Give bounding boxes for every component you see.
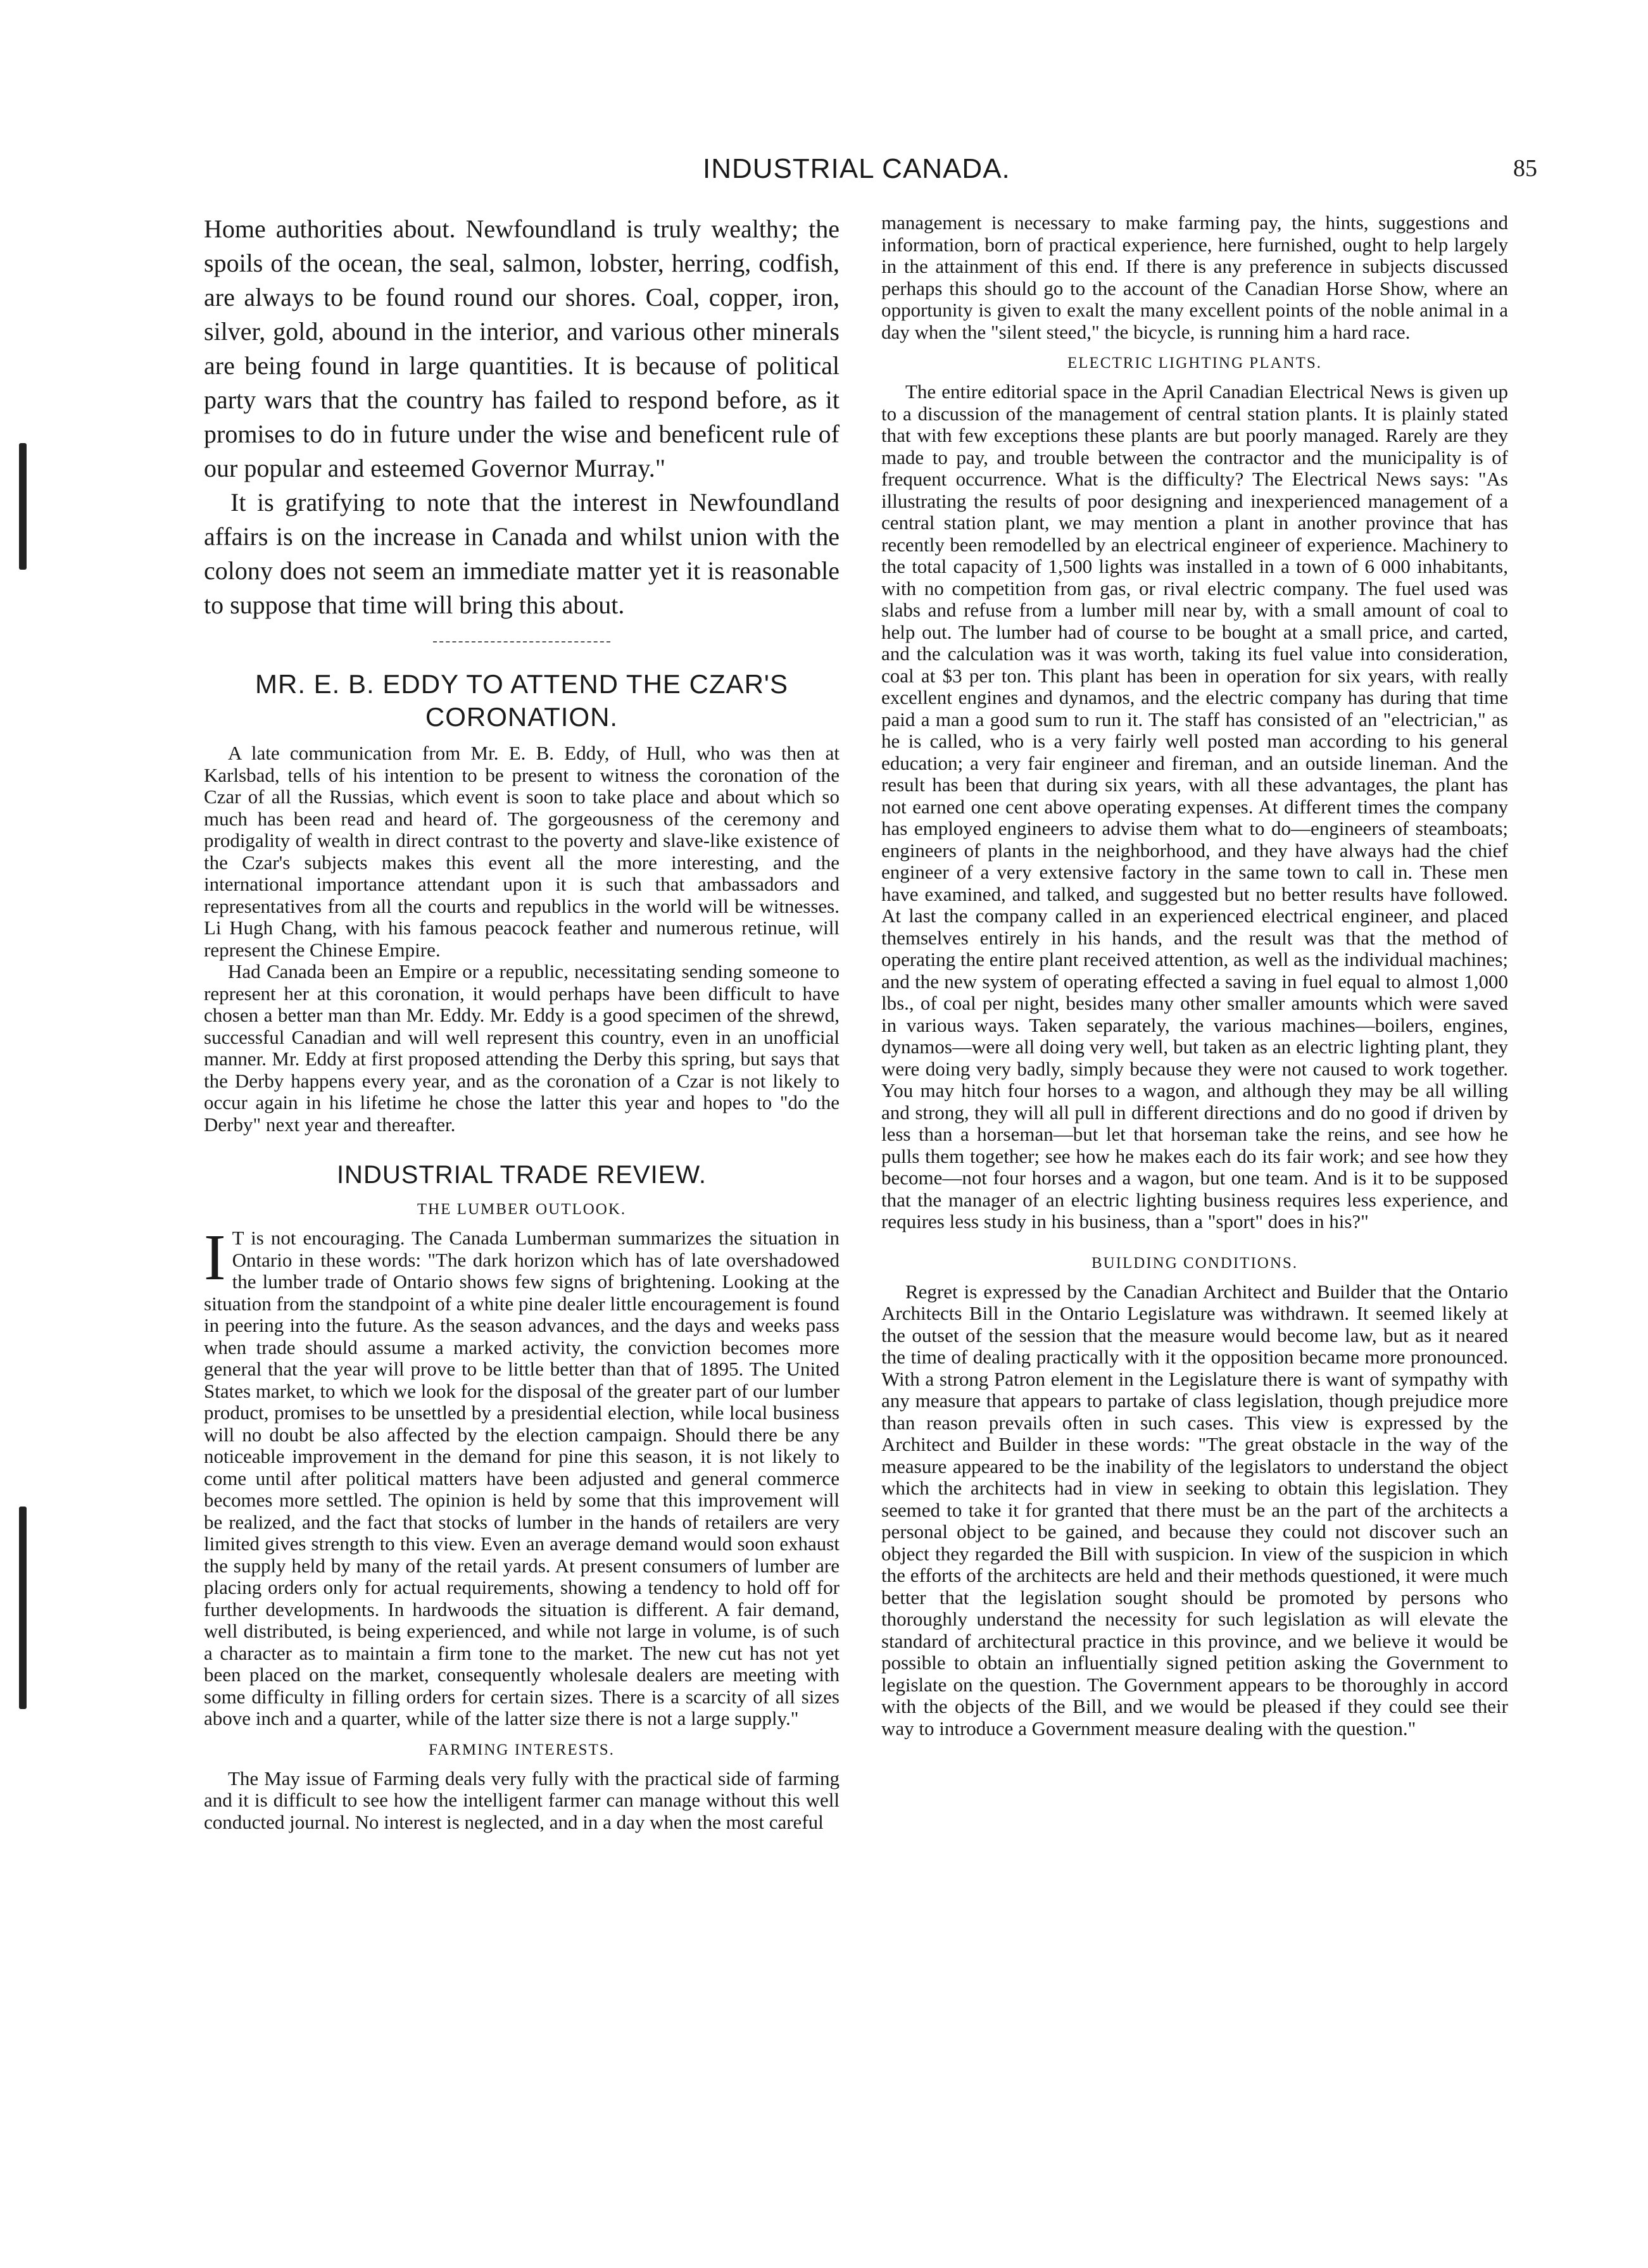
- binding-mark: [19, 1507, 27, 1709]
- paragraph: management is necessary to make farming pay, the hints, suggestions and information, born of practical experience, here furnished, ought to help largely in the attainment of this end. If there is any preference in subjects discussed perhaps this should go to the account of the Canadian Horse Show, where an opportunity is given to exalt the many excellent points of the noble animal in a day when the "silent steed," the bicycle, is running him a hard race.: [881, 211, 1508, 343]
- left-column: [204, 212, 840, 1833]
- binding-mark: [19, 443, 27, 570]
- paragraph: The entire editorial space in the April Canadian Electrical News is given up to a discussion of the management of central station plants. It is plainly stated that with few exceptions these plants are but poorly managed. Rarely are they made to pay, and trouble between the contractor and the municipality is of frequent occurrence. What is the difficulty? The Electrical News says: "As illustrating the results of poor designing and inexperienced management of a central station plant, we may mention a plant in another province that has recently been remodelled by an electrical engineer of experience. Machinery to the total capacity of 1,500 lights was installed in a town of 6 000 inhabitants, with no competition from gas, or rival electric company. The fuel used was slabs and refuse from a lumber mill near by, with a small amount of coal to help out. The lumber had of course to be bought at a small price, and carted, and the calculation was it was worth, taking its fuel value into consideration, coal at $3 per ton. This plant has been in operation for six years, with really excellent engines and dynamos, and the electric company has during that time paid a man a good sum to run it. The staff has consisted of an "electrician," as he is called, who is a very fairly well posted man according to his general education; a very fair engineer and fireman, and an outside lineman. And the result has been that during six years, with all these advantages, the plant has not earned one cent above operating expenses. At different times the company has employed engineers to advise them what to do—engineers of steamboats; engineers of plants in the neighborhood, and they have always had the chief engineer of a very extensive factory in the same town to call in. These men have examined, and talked, and suggested but no better results have followed. At last the company called in an experienced electrical engineer, and placed themselves entirely in his hands, and the result was that the method of operating the entire plant received attention, as well as the individual machines; and the new system of operating effected a saving in fuel equal to almost 1,000 lbs., of coal per night, besides many other smaller amounts which were saved in various ways. Taken separately, the various machines—boilers, engines, dynamos—were all doing very well, but taken as an electric lighting plant, they were doing very badly, simply because they were not caused to work together. You may hitch four horses to a wagon, and although they may be all willing and strong, they will all pull in different directions and do no good if driven by less than a horseman—but let that horseman take the reins, and see how he pulls them together; see how he makes each do its fair work; and see how they become—not four horses and a wagon, but one team. And is it to be supposed that the manager of an electric lighting business requires less experience, and requires less study in his business, than a "sport" does in his?": [881, 380, 1508, 1232]
- paragraph: Home authorities about. Newfoundland is truly wealthy; the spoils of the ocean, the seal, salmon, lobster, herring, codfish, are always to be found round our shores. Coal, copper, iron, silver, gold, abound in the interior, and various other minerals are being found in large quantities. It is because of political party wars that the country has failed to respond before, as it promises to do in future under the wise and beneficent rule of our popular and esteemed Governor Murray.": [204, 215, 840, 482]
- electric-article: [881, 381, 1508, 1233]
- paragraph: [204, 1221, 840, 1730]
- paragraph: It is gratifying to note that the interest in Newfoundland affairs is on the increase in Canada and whilst union with the colony does not seem an immediate matter yet it is reasonable to suppose that time will bring this about.: [204, 488, 840, 619]
- page-number: 85: [1513, 155, 1537, 182]
- building-subhead: BUILDING CONDITIONS.: [1091, 1254, 1299, 1272]
- farming-continued: [881, 212, 1508, 343]
- eddy-article: [204, 742, 840, 1136]
- paragraph: The May issue of Farming deals very fully with the practical side of farming and it is difficult to see how the intelligent farmer can manage without this well conducted journal. No interest is neglected, and in a day when the most careful: [204, 1767, 840, 1833]
- electric-subhead: ELECTRIC LIGHTING PLANTS.: [1067, 354, 1323, 372]
- eddy-headline: MR. E. B. EDDY TO ATTEND THE CZAR'S CORONATION.: [255, 669, 788, 732]
- drop-cap: I: [204, 1221, 226, 1294]
- trade-review-headline: INDUSTRIAL TRADE REVIEW.: [336, 1161, 707, 1189]
- lumber-article: [204, 1221, 840, 1730]
- section-divider: [433, 641, 610, 642]
- lumber-subhead: THE LUMBER OUTLOOK.: [417, 1201, 627, 1218]
- paragraph: Had Canada been an Empire or a republic, necessitating sending someone to represent her at this coronation, it would perhaps have been difficult to have chosen a better man than Mr. Eddy. Mr. Eddy is a good specimen of the shrewd, successful Canadian and will well represent this country, even in an unofficial manner. Mr. Eddy at first proposed attending the Derby this spring, but says that the Derby happens every year, and as the coronation of a Czar is not likely to occur again in his lifetime he chose the latter this year and hopes to "do the Derby" next year and thereafter.: [204, 960, 840, 1136]
- farming-article: [204, 1768, 840, 1834]
- paragraph: Regret is expressed by the Canadian Architect and Builder that the Ontario Architects Bill in the Ontario Legislature was withdrawn. It seemed likely at the outset of the session that the measure would become law, but as it neared the time of dealing practically with it the opposition became more pronounced. With a strong Patron element in the Legislature there is want of sympathy with any measure that appears to partake of class legislation, though prejudice more than reason prevails often in such cases. This view is expressed by the Architect and Builder in these words: "The great obstacle in the way of the measure appeared to be the inability of the legislators to understand the object which the architects had in view in seeking to obtain this legislation. They seemed to take it for granted that there must be an the part of the architects a personal object to be gained, and because they could not discover such an object they regarded the Bill with suspicion. In view of the suspicion in which the efforts of the architects are held and their methods questioned, it were much better that the legislation sought should be promoted by persons who thoroughly understand the necessity for such legislation as will elevate the standard of architectural practice in this province, and we believe it would be possible to obtain an influentially signed petition asking the Government to legislate on the question. The Government appears to be thoroughly in accord with the objects of the Bill, and we would be pleased if they could see their way to introduce a Government measure dealing with the question.": [881, 1280, 1508, 1739]
- building-article: [881, 1281, 1508, 1740]
- paragraph-text: T is not encouraging. The Canada Lumberman summarizes the situation in Ontario in these words: "The dark horizon which has of late overshadowed the lumber trade of Ontario shows few signs of brightening. Looking at the situation from the standpoint of a white pine dealer little encouragement is found in peering into the future. As the season advances, and the days and weeks pass when trade should assume a marked activity, the conviction becomes more general that the year will prove to be little better than that of 1895. The United States market, to which we look for the disposal of the greater part of our lumber product, promises to be unsettled by a presidential election, while local business will no doubt be also affected by the election campaign. Should there be any noticeable improvement in the demand for pine this season, it is not likely to come until after political matters have been adjusted and general commerce becomes more settled. The opinion is held by some that this improvement will be realized, and the fact that stocks of lumber in the hands of retailers are very limited gives strength to this view. Even an average demand would soon exhaust the supply held by many of the retail yards. At present consumers of lumber are placing orders only for actual requirements, showing a tendency to hold off for further developments. In hardwoods the situation is different. A fair demand, well distributed, is being experienced, and while not large in volume, is of such a character as to maintain a firm tone to the market. The new cut has not yet been placed on the market, consequently wholesale dealers are meeting with some difficulty in filling orders for certain sizes. There is a scarcity of all sizes above inch and a quarter, while of the latter size there is not a large supply.": [204, 1227, 840, 1729]
- paragraph: A late communication from Mr. E. B. Eddy, of Hull, who was then at Karlsbad, tells of his intention to be present to witness the coronation of the Czar of all the Russias, which event is soon to take place and about which so much has been read and heard of. The gorgeousness of the ceremony and prodigality of wealth in direct contrast to the poverty and slave-like existence of the Czar's subjects makes this event all the more interesting, and the international importance attendant upon it is such that ambassadors and representatives from all the courts and republics in the world will be witnesses. Li Hugh Chang, with his famous peacock feather and numerous retinue, will represent the Chinese Empire.: [204, 742, 840, 961]
- running-title: INDUSTRIAL CANADA.: [703, 153, 1010, 184]
- right-column: [881, 212, 1508, 1739]
- newfoundland-article: [204, 212, 840, 622]
- farming-subhead: FARMING INTERESTS.: [429, 1741, 615, 1758]
